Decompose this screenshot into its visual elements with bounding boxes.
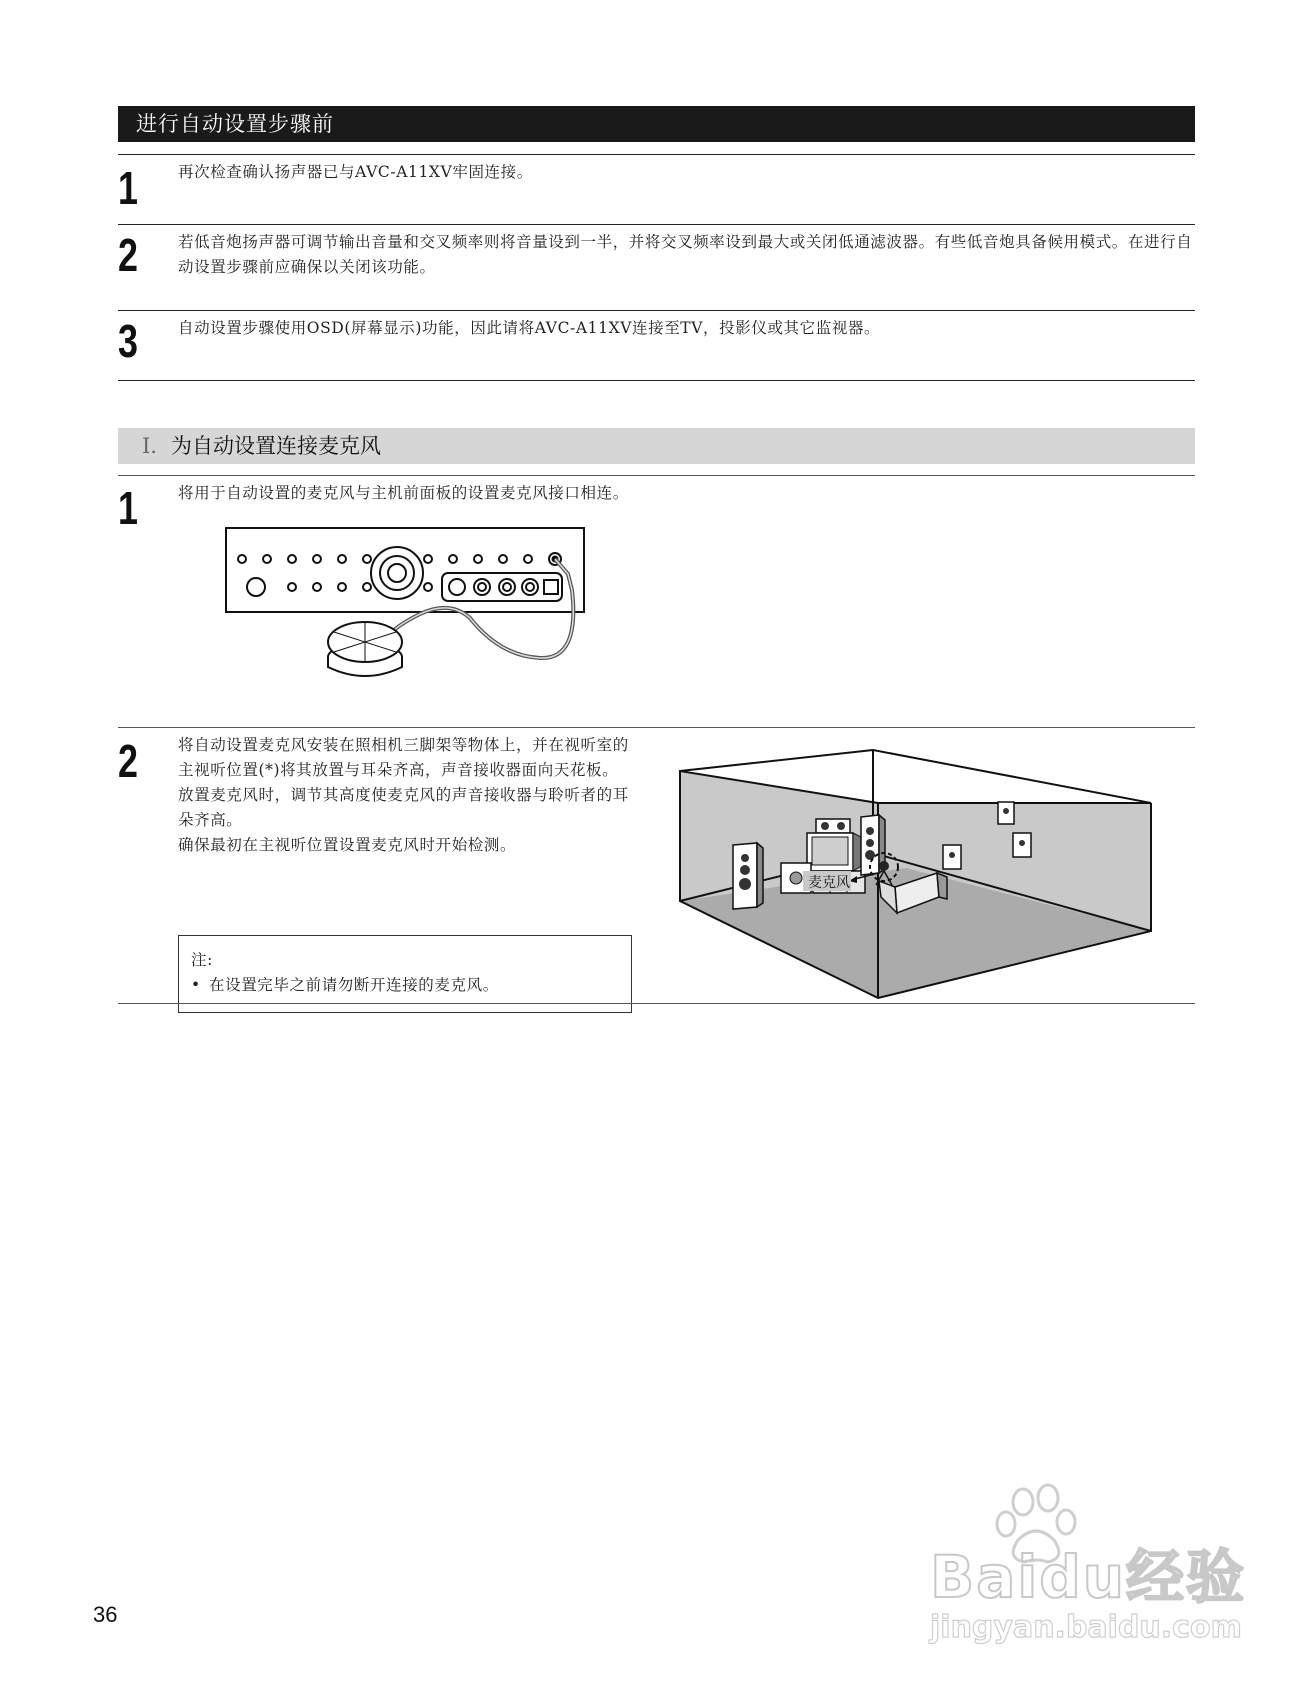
divider (118, 310, 1195, 311)
front-panel-illustration (220, 520, 600, 690)
step-number: 1 (118, 482, 138, 534)
note-title: 注: (191, 951, 213, 969)
watermark-url: jingyan.baidu.com (930, 1610, 1242, 1645)
microphone-label: 麦克风 (808, 875, 850, 891)
bullet: • (191, 976, 201, 994)
step-text: 再次检查确认扬声器已与AVC-A11XV牢固连接。 (178, 163, 533, 181)
step-number: 2 (118, 735, 138, 787)
step-number: 2 (118, 229, 138, 281)
step-number: 3 (118, 315, 138, 367)
step-paragraph: 将自动设置麦克风安装在照相机三脚架等物体上，并在视听室的主视听位置(*)将其放置与耳朵齐高，声音接收器面向天花板。 (178, 736, 629, 779)
step-number: 1 (118, 162, 138, 214)
note-item (191, 973, 619, 998)
watermark-brand: Baidu经验 (930, 1543, 1247, 1611)
section-title-before-auto-setup: 进行自动设置步骤前 (118, 106, 1195, 142)
note-item-text: 在设置完毕之前请勿断开连接的麦克风。 (209, 976, 499, 994)
divider (118, 224, 1195, 225)
divider (118, 727, 1195, 728)
section-title-connect-microphone (118, 428, 1195, 464)
step-text: 自动设置步骤使用OSD(屏幕显示)功能，因此请将AVC-A11XV连接至TV，投影仪或其它监视器。 (178, 319, 881, 337)
room-illustration (675, 745, 1165, 1005)
note-box (178, 935, 632, 1013)
step-text: 将用于自动设置的麦克风与主机前面板的设置麦克风接口相连。 (178, 484, 629, 502)
step-text: 若低音炮扬声器可调节输出音量和交叉频率则将音量设到一半，并将交叉频率设到最大或关闭低通滤波器。有些低音炮具备候用模式。在进行自动设置步骤前应确保以关闭该功能。 (178, 233, 1193, 276)
step-paragraph: 放置麦克风时，调节其高度使麦克风的声音接收器与聆听者的耳朵齐高。 (178, 786, 629, 829)
step-text (178, 733, 638, 858)
section-title-text: 为自动设置连接麦克风 (170, 434, 381, 458)
divider (118, 475, 1195, 476)
page-number: 36 (93, 1602, 118, 1627)
step-paragraph: 确保最初在主视听位置设置麦克风时开始检测。 (178, 836, 517, 854)
divider (118, 380, 1195, 381)
divider (118, 1003, 1195, 1004)
divider (118, 154, 1195, 155)
section-roman-numeral: Ⅰ. (142, 434, 157, 458)
